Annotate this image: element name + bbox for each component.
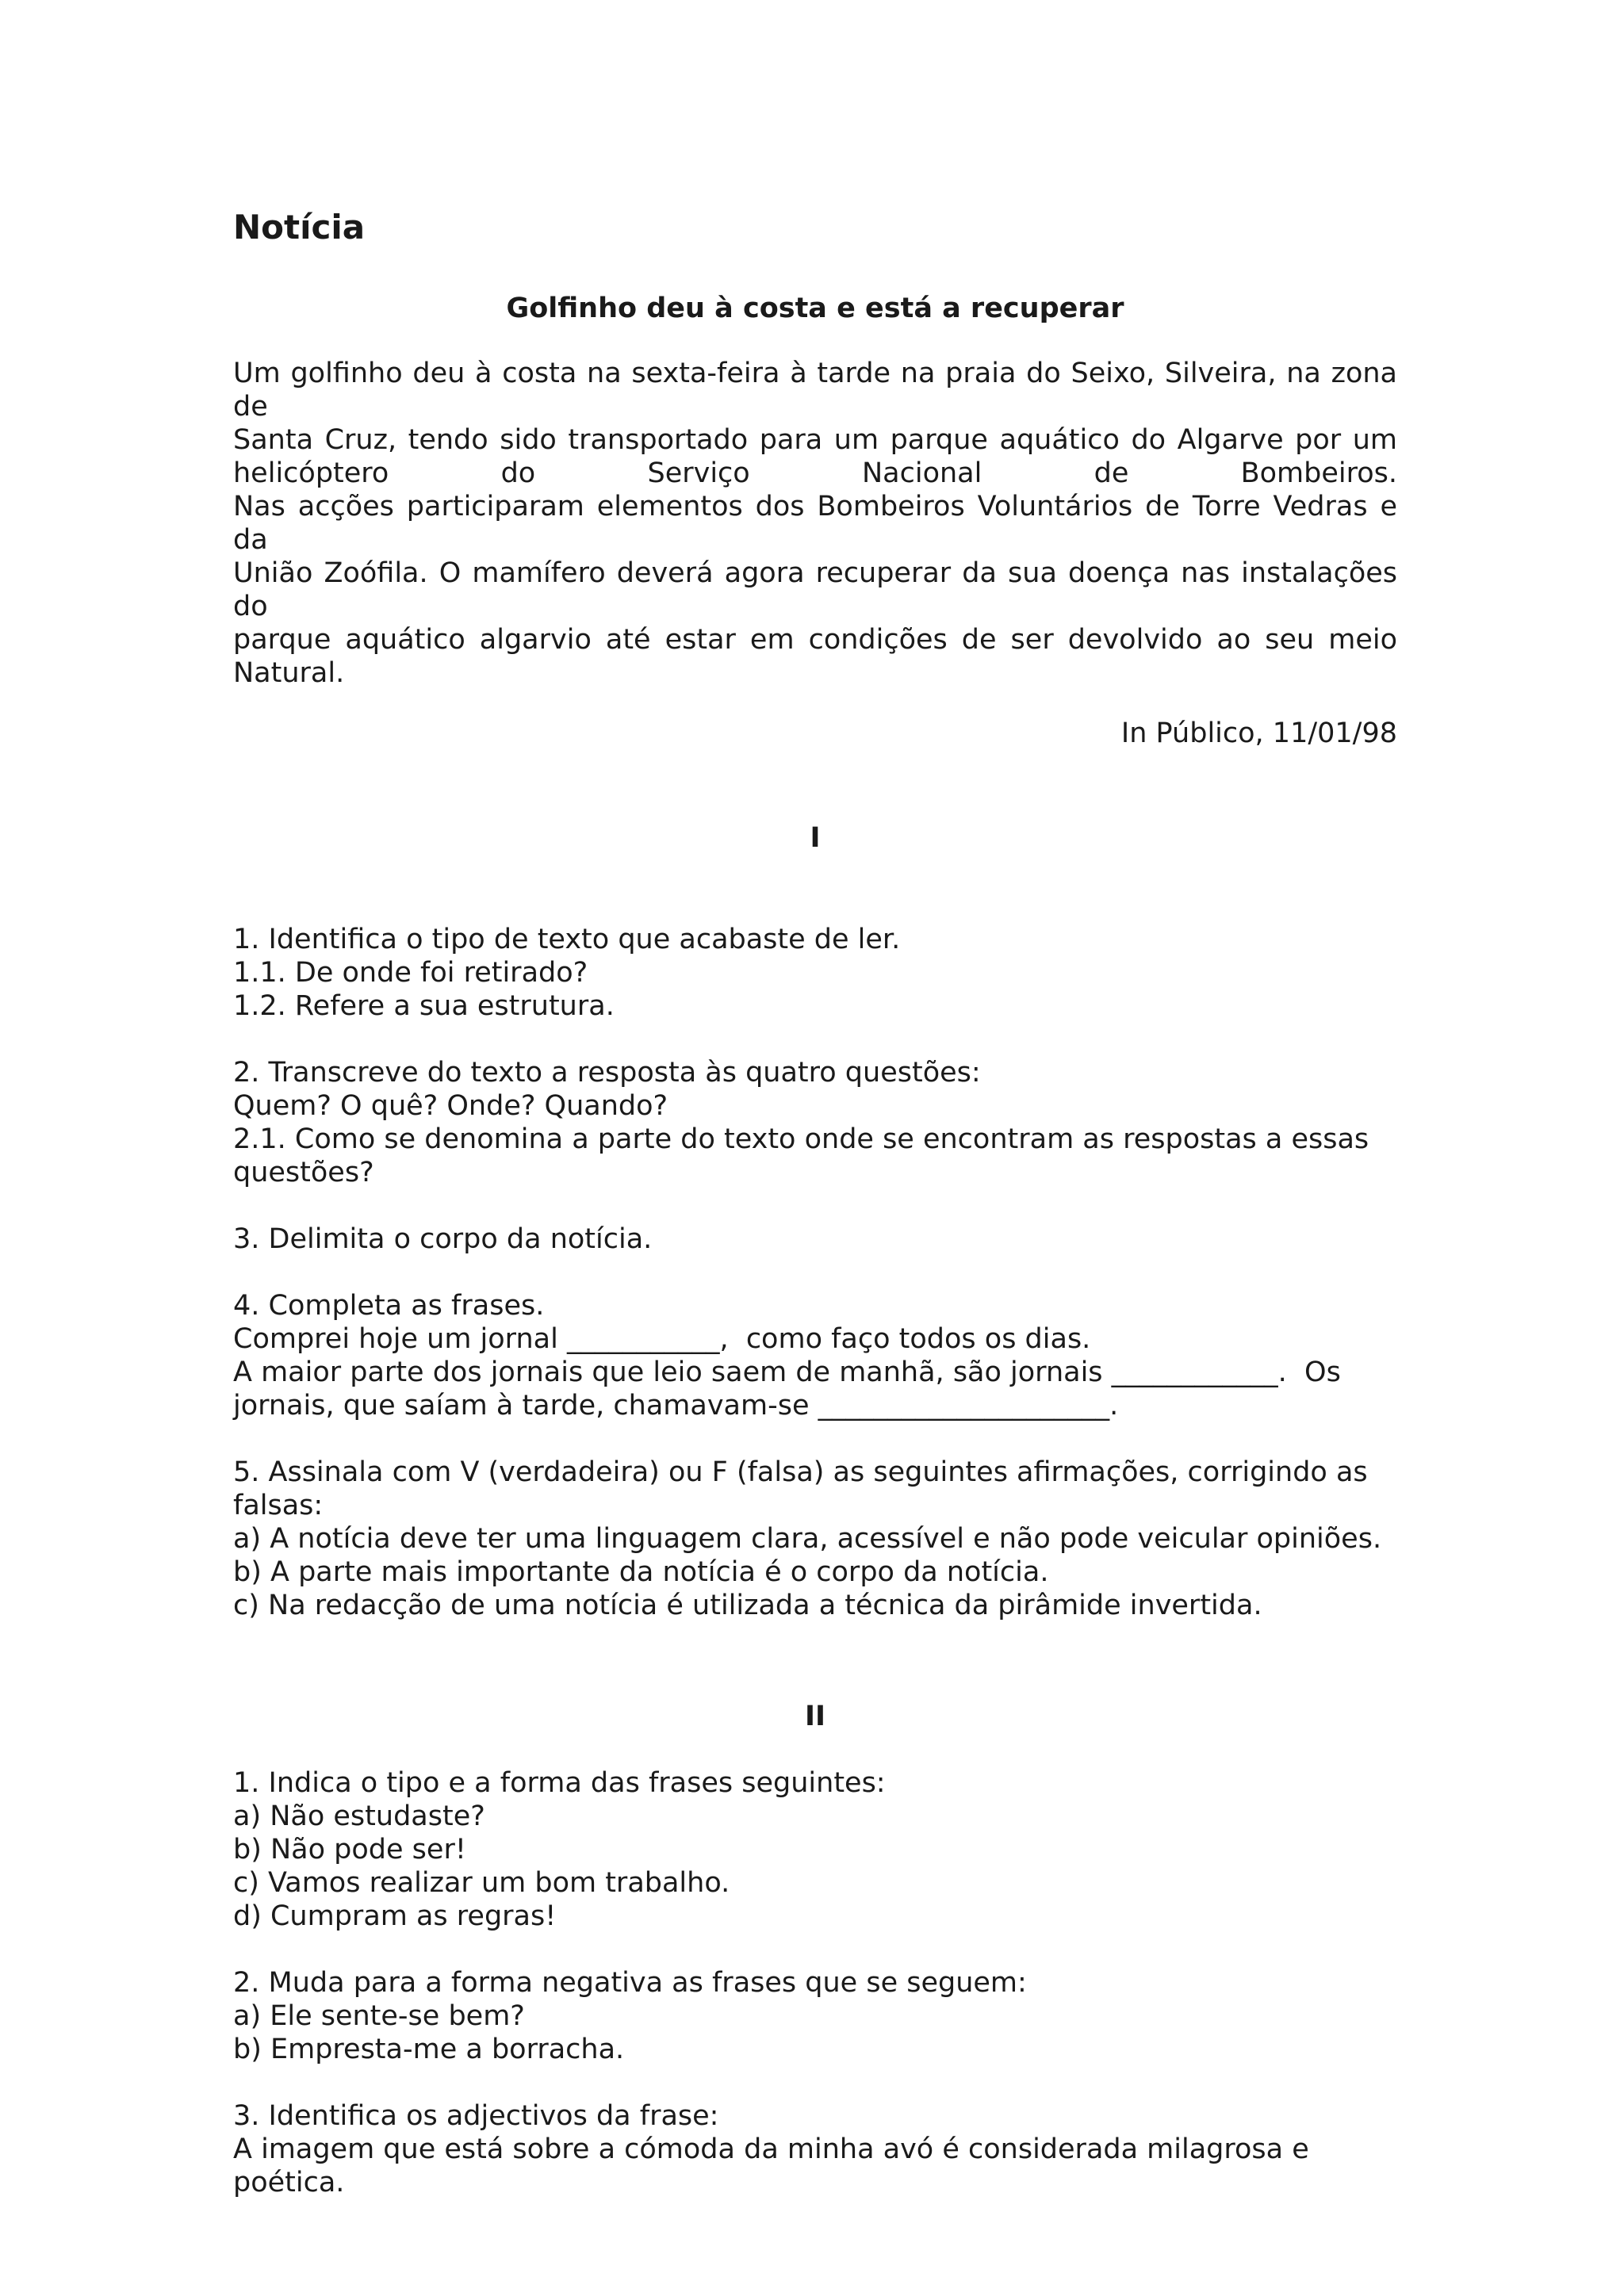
question-line: d) Cumpram as regras! bbox=[233, 1900, 557, 1933]
question-line: c) Vamos realizar um bom trabalho. bbox=[233, 1867, 730, 1900]
question-line: a) Ele sente-se bem? bbox=[233, 2000, 525, 2033]
question-block-5 bbox=[233, 1456, 1397, 1622]
question-line: 1. Indica o tipo e a forma das frases seguintes: bbox=[233, 1767, 886, 1800]
question-line: a) Não estudaste? bbox=[233, 1800, 485, 1833]
question-line: 3. Identifica os adjectivos da frase: bbox=[233, 2100, 719, 2133]
question-line: jornais, que saíam à tarde, chamavam-se _____________________. bbox=[233, 1390, 1119, 1422]
question-line: Comprei hoje um jornal ___________, como faço todos os dias. bbox=[233, 1323, 1091, 1356]
section-1-questions bbox=[233, 923, 1397, 1622]
question-line: b) Não pode ser! bbox=[233, 1834, 466, 1866]
question-block-2 bbox=[233, 1056, 1397, 1189]
question-line: questões? bbox=[233, 1157, 374, 1189]
section-1-label: I bbox=[810, 822, 821, 855]
article-line: Nas acções participaram elementos dos Bombeiros Voluntários de Torre Vedras e da bbox=[233, 491, 1397, 557]
question-line: 3. Delimita o corpo da notícia. bbox=[233, 1223, 653, 1256]
question-line: 2. Muda para a forma negativa as frases que se seguem: bbox=[233, 1967, 1027, 1999]
question-line: 1.2. Refere a sua estrutura. bbox=[233, 990, 615, 1023]
article-line: helicóptero do Serviço Nacional de Bombeiros. bbox=[233, 457, 1397, 490]
section-2-label: II bbox=[804, 1701, 826, 1733]
question-block-2 bbox=[233, 1966, 1397, 2066]
document-title: Notícia bbox=[233, 208, 366, 247]
question-line: Quem? O quê? Onde? Quando? bbox=[233, 1090, 668, 1123]
question-block-1 bbox=[233, 1766, 1397, 1933]
question-line: c) Na redacção de uma notícia é utilizada a técnica da pirâmide invertida. bbox=[233, 1590, 1262, 1622]
question-line: a) A notícia deve ter uma linguagem clara, acessível e não pode veicular opiniões. bbox=[233, 1523, 1382, 1556]
question-line: 5. Assinala com V (verdadeira) ou F (falsa) as seguintes afirmações, corrigindo as falsas: bbox=[233, 1456, 1377, 1522]
question-line: 1.1. De onde foi retirado? bbox=[233, 957, 588, 989]
article-line: parque aquático algarvio até estar em condições de ser devolvido ao seu meio Natural. bbox=[233, 624, 1397, 690]
question-block-4 bbox=[233, 1289, 1397, 1422]
question-block-1 bbox=[233, 923, 1397, 1023]
article-line: Um golfinho deu à costa na sexta-feira à tarde na praia do Seixo, Silveira, na zona de bbox=[233, 358, 1397, 423]
question-line: 1. Identifica o tipo de texto que acabaste de ler. bbox=[233, 924, 901, 956]
question-line: 2.1. Como se denomina a parte do texto onde se encontram as respostas a essas bbox=[233, 1123, 1369, 1156]
article-line: Santa Cruz, tendo sido transportado para um parque aquático do Algarve por um bbox=[233, 424, 1397, 457]
question-block-3 bbox=[233, 2099, 1397, 2199]
article-headline: Golfinho deu à costa e está a recuperar bbox=[506, 293, 1124, 325]
question-line: A imagem que está sobre a cómoda da minha avó é considerada milagrosa e poética. bbox=[233, 2133, 1318, 2199]
question-line: A maior parte dos jornais que leio saem de manhã, são jornais ____________. Os bbox=[233, 1357, 1341, 1389]
section-2-questions bbox=[233, 1766, 1397, 2199]
question-line: b) Empresta-me a borracha. bbox=[233, 2034, 625, 2066]
article-body bbox=[233, 357, 1397, 690]
article-source: In Público, 11/01/98 bbox=[1120, 718, 1397, 750]
question-block-3 bbox=[233, 1223, 1397, 1256]
document-page bbox=[233, 208, 1397, 2199]
question-line: 4. Completa as frases. bbox=[233, 1290, 545, 1322]
question-line: b) A parte mais importante da notícia é o corpo da notícia. bbox=[233, 1556, 1049, 1589]
article-line: União Zoófila. O mamífero deverá agora recuperar da sua doença nas instalações do bbox=[233, 557, 1397, 623]
question-line: 2. Transcreve do texto a resposta às quatro questões: bbox=[233, 1057, 981, 1089]
